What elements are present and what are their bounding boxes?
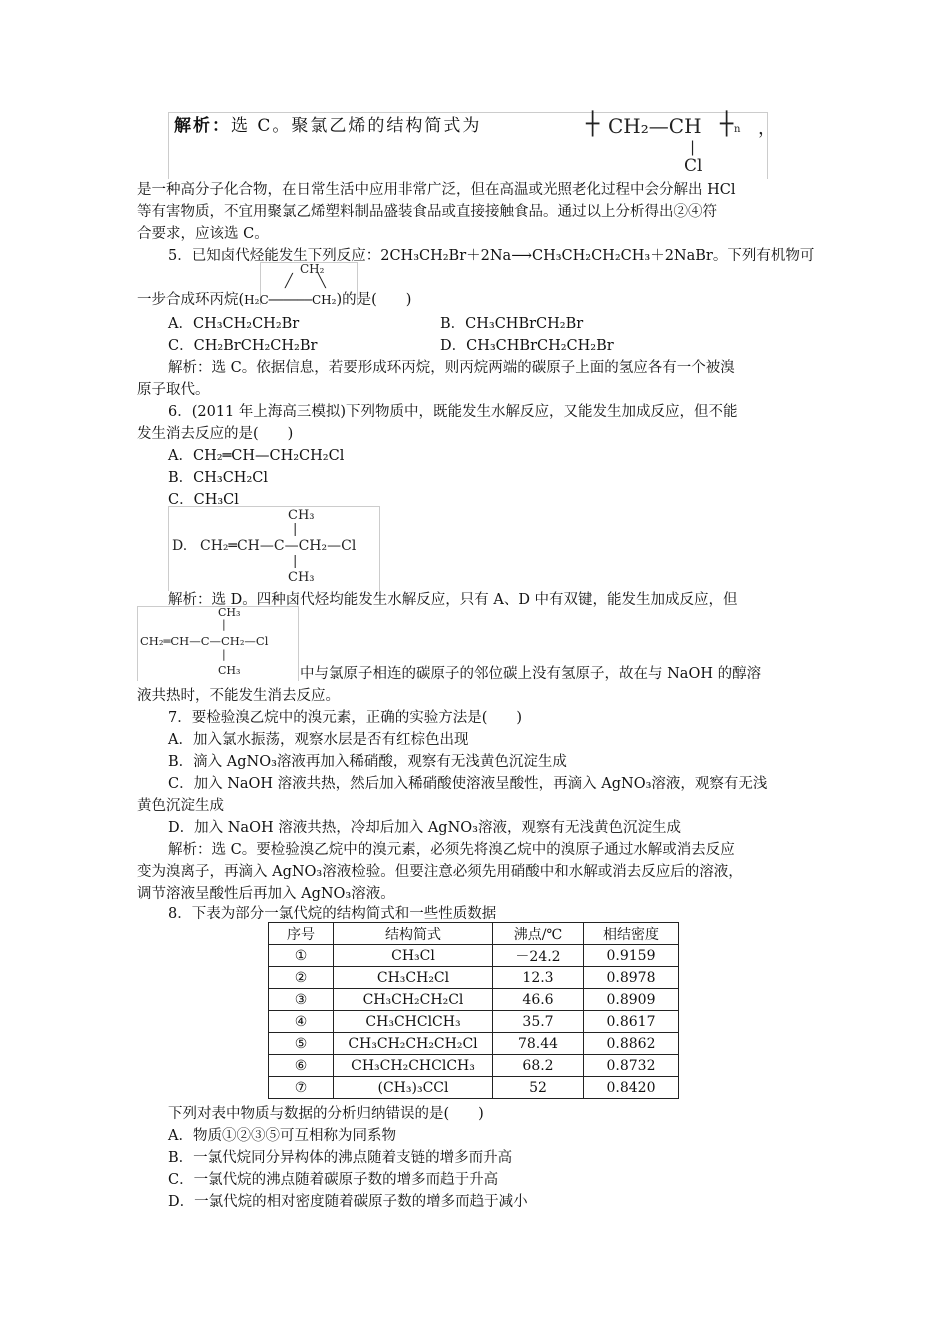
optd-bottom-bond: | [293, 554, 298, 569]
ring-right-ch2: CH₂ [312, 293, 337, 307]
q6-option-b: B．CH₃CH₂Cl [168, 470, 268, 486]
table-cell: 35.7 [493, 1011, 584, 1033]
q7-option-c-line2: 黄色沉淀生成 [137, 798, 224, 814]
q8-option-d: D．一氯代烷的相对密度随着碳原子数的增多而趋于减小 [168, 1194, 528, 1210]
q5-answer-line1: 解析：选 C。依据信息，若要形成环丙烷，则丙烷两端的碳原子上面的氢应各有一个被溴 [168, 360, 735, 376]
optd-bottom-ch3: CH₃ [288, 570, 315, 585]
table-cell: (CH₃)₃CCl [334, 1077, 493, 1099]
table-cell: ④ [269, 1011, 334, 1033]
chloroalkane-table [268, 922, 679, 1099]
ans-bottom-ch3: CH₃ [218, 664, 241, 677]
table-row [269, 1077, 679, 1099]
pvc-bond: | [690, 138, 696, 156]
table-cell: ⑥ [269, 1055, 334, 1077]
q5-option-d: D．CH₃CHBrCH₂CH₂Br [440, 338, 614, 354]
table-cell: CH₃CH₂Cl [334, 967, 493, 989]
q7-option-d: D．加入 NaOH 溶液共热，冷却后加入 AgNO₃溶液，观察有无浅黄色沉淀生成 [168, 820, 681, 836]
table-header: 相结密度 [584, 923, 679, 945]
table-header: 结构简式 [334, 923, 493, 945]
q8-stem: 8．下表为部分一氯代烷的结构简式和一些性质数据 [168, 906, 497, 922]
optd-main-chain: CH₂═CH—C—CH₂—Cl [200, 538, 357, 554]
q8-option-b: B．一氯代烷同分异构体的沸点随着支链的增多而升高 [168, 1150, 513, 1166]
q6-option-d-label: D. [172, 538, 188, 554]
q5-option-c: C．CH₂BrCH₂CH₂Br [168, 338, 318, 354]
ring-bottom-bond: ────── [268, 293, 312, 307]
q5-option-b: B．CH₃CHBrCH₂Br [440, 316, 584, 332]
q6-answer-line3: 液共热时，不能发生消去反应。 [137, 688, 340, 704]
q4-answer-line4: 合要求，应该选 C。 [137, 226, 269, 242]
q4-answer-line2: 是一种高分子化合物，在日常生活中应用非常广泛，但在高温或光照老化过程中会分解出 HCl [137, 182, 736, 198]
table-row [269, 1011, 679, 1033]
table-cell: ③ [269, 989, 334, 1011]
q8-question: 下列对表中物质与数据的分析归纳错误的是( ) [168, 1106, 484, 1122]
ring-right-bond: ╲ [318, 274, 326, 289]
table-cell: 0.8420 [584, 1077, 679, 1099]
ring-top-ch2: CH₂ [300, 262, 325, 276]
table-row [269, 967, 679, 989]
q7-answer-line1: 解析：选 C。要检验溴乙烷中的溴元素，必须先将溴乙烷中的溴原子通过水解或消去反应 [168, 842, 735, 858]
ans-main-chain: CH₂═CH—C—CH₂—Cl [140, 634, 269, 648]
table-cell: 0.8732 [584, 1055, 679, 1077]
table-cell: －24.2 [493, 945, 584, 967]
q5-stem-line1: 5．已知卤代烃能发生下列反应：2CH₃CH₂Br＋2Na⟶CH₃CH₂CH₂CH₃＋2NaBr。下列有机物可 [168, 248, 815, 264]
q7-option-b: B．滴入 AgNO₃溶液再加入稀硝酸，观察有无浅黄色沉淀生成 [168, 754, 567, 770]
q7-stem: 7．要检验溴乙烷中的溴元素，正确的实验方法是( ) [168, 710, 523, 726]
pvc-n-subscript: n [734, 124, 741, 135]
table-header-row [269, 923, 679, 945]
q5-option-a: A．CH₃CH₂CH₂Br [168, 316, 300, 332]
table-cell: ② [269, 967, 334, 989]
pvc-bracket-right: ┼ [720, 112, 734, 137]
ans-top-bond: | [222, 618, 226, 631]
table-cell: 0.8862 [584, 1033, 679, 1055]
table-cell: ① [269, 945, 334, 967]
table-cell: 78.44 [493, 1033, 584, 1055]
table-cell: 12.3 [493, 967, 584, 989]
q7-answer-line3: 调节溶液呈酸性后再加入 AgNO₃溶液。 [137, 886, 395, 902]
q8-option-a: A．物质①②③⑤可互相称为同系物 [168, 1128, 396, 1144]
table-cell: 0.9159 [584, 945, 679, 967]
q6-stem-line1: 6．(2011 年上海高三模拟)下列物质中，既能发生水解反应，又能发生加成反应，但不能 [168, 404, 738, 420]
table-row [269, 1055, 679, 1077]
optd-top-bond: | [293, 522, 298, 537]
table-row [269, 1033, 679, 1055]
q7-option-c-line1: C．加入 NaOH 溶液共热，然后加入稀硝酸使溶液呈酸性，再滴入 AgNO₃溶液，观察有无浅 [168, 776, 768, 792]
table-cell: CH₃Cl [334, 945, 493, 967]
pvc-bracket-left: ┼ [586, 112, 600, 137]
table-header: 沸点/℃ [493, 923, 584, 945]
q7-option-a: A．加入氯水振荡，观察水层是否有红棕色出现 [168, 732, 469, 748]
table-cell: 0.8909 [584, 989, 679, 1011]
table-cell: ⑦ [269, 1077, 334, 1099]
q7-answer-line2: 变为溴离子，再滴入 AgNO₃溶液检验。但要注意必须先用硝酸中和水解或消去反应后的溶液， [137, 864, 743, 880]
ans-bottom-bond: | [222, 648, 226, 661]
ring-left-bond: ╱ [285, 274, 293, 289]
table-cell: 0.8617 [584, 1011, 679, 1033]
table-cell: CH₃CHClCH₃ [334, 1011, 493, 1033]
q5-stem-line2: 一步合成环丙烷(H₂C──────CH₂)的是( ) [137, 292, 412, 308]
answer-label: 解析： [174, 116, 231, 136]
q6-answer-line1: 解析：选 D。四种卤代烃均能发生水解反应，只有 A、D 中有双键，能发生加成反应，但 [168, 592, 738, 608]
q4-answer-line1: 解析：选 C。聚氯乙烯的结构简式为 [174, 116, 482, 136]
q6-option-c: C．CH₃Cl [168, 492, 239, 508]
table-row [269, 989, 679, 1011]
table-cell: ⑤ [269, 1033, 334, 1055]
table-cell: 46.6 [493, 989, 584, 1011]
q5-answer-line2: 原子取代。 [137, 382, 210, 398]
pvc-cl: Cl [684, 156, 703, 176]
q6-stem-line2: 发生消去反应的是( ) [137, 426, 294, 442]
pvc-main-chain: CH₂—CH [608, 114, 702, 138]
table-cell: CH₃CH₂CH₂CH₂Cl [334, 1033, 493, 1055]
q6-answer-line2: 中与氯原子相连的碳原子的邻位碳上没有氢原子，故在与 NaOH 的醇溶 [300, 666, 762, 682]
table-cell: 0.8978 [584, 967, 679, 989]
table-header: 序号 [269, 923, 334, 945]
table-cell: 68.2 [493, 1055, 584, 1077]
q4-answer-line3: 等有害物质，不宜用聚氯乙烯塑料制品盛装食品或直接接触食品。通过以上分析得出②④符 [137, 204, 717, 220]
ans-top-ch3: CH₃ [218, 606, 241, 619]
q6-option-a: A．CH₂═CH—CH₂CH₂Cl [168, 448, 345, 464]
q8-option-c: C．一氯代烷的沸点随着碳原子数的增多而趋于升高 [168, 1172, 499, 1188]
ring-left-ch2: H₂C [244, 293, 269, 307]
table-cell: CH₃CH₂CH₂Cl [334, 989, 493, 1011]
table-cell: 52 [493, 1077, 584, 1099]
pvc-comma: ， [758, 118, 776, 139]
table-cell: CH₃CH₂CHClCH₃ [334, 1055, 493, 1077]
table-row [269, 945, 679, 967]
optd-top-ch3: CH₃ [288, 508, 315, 523]
